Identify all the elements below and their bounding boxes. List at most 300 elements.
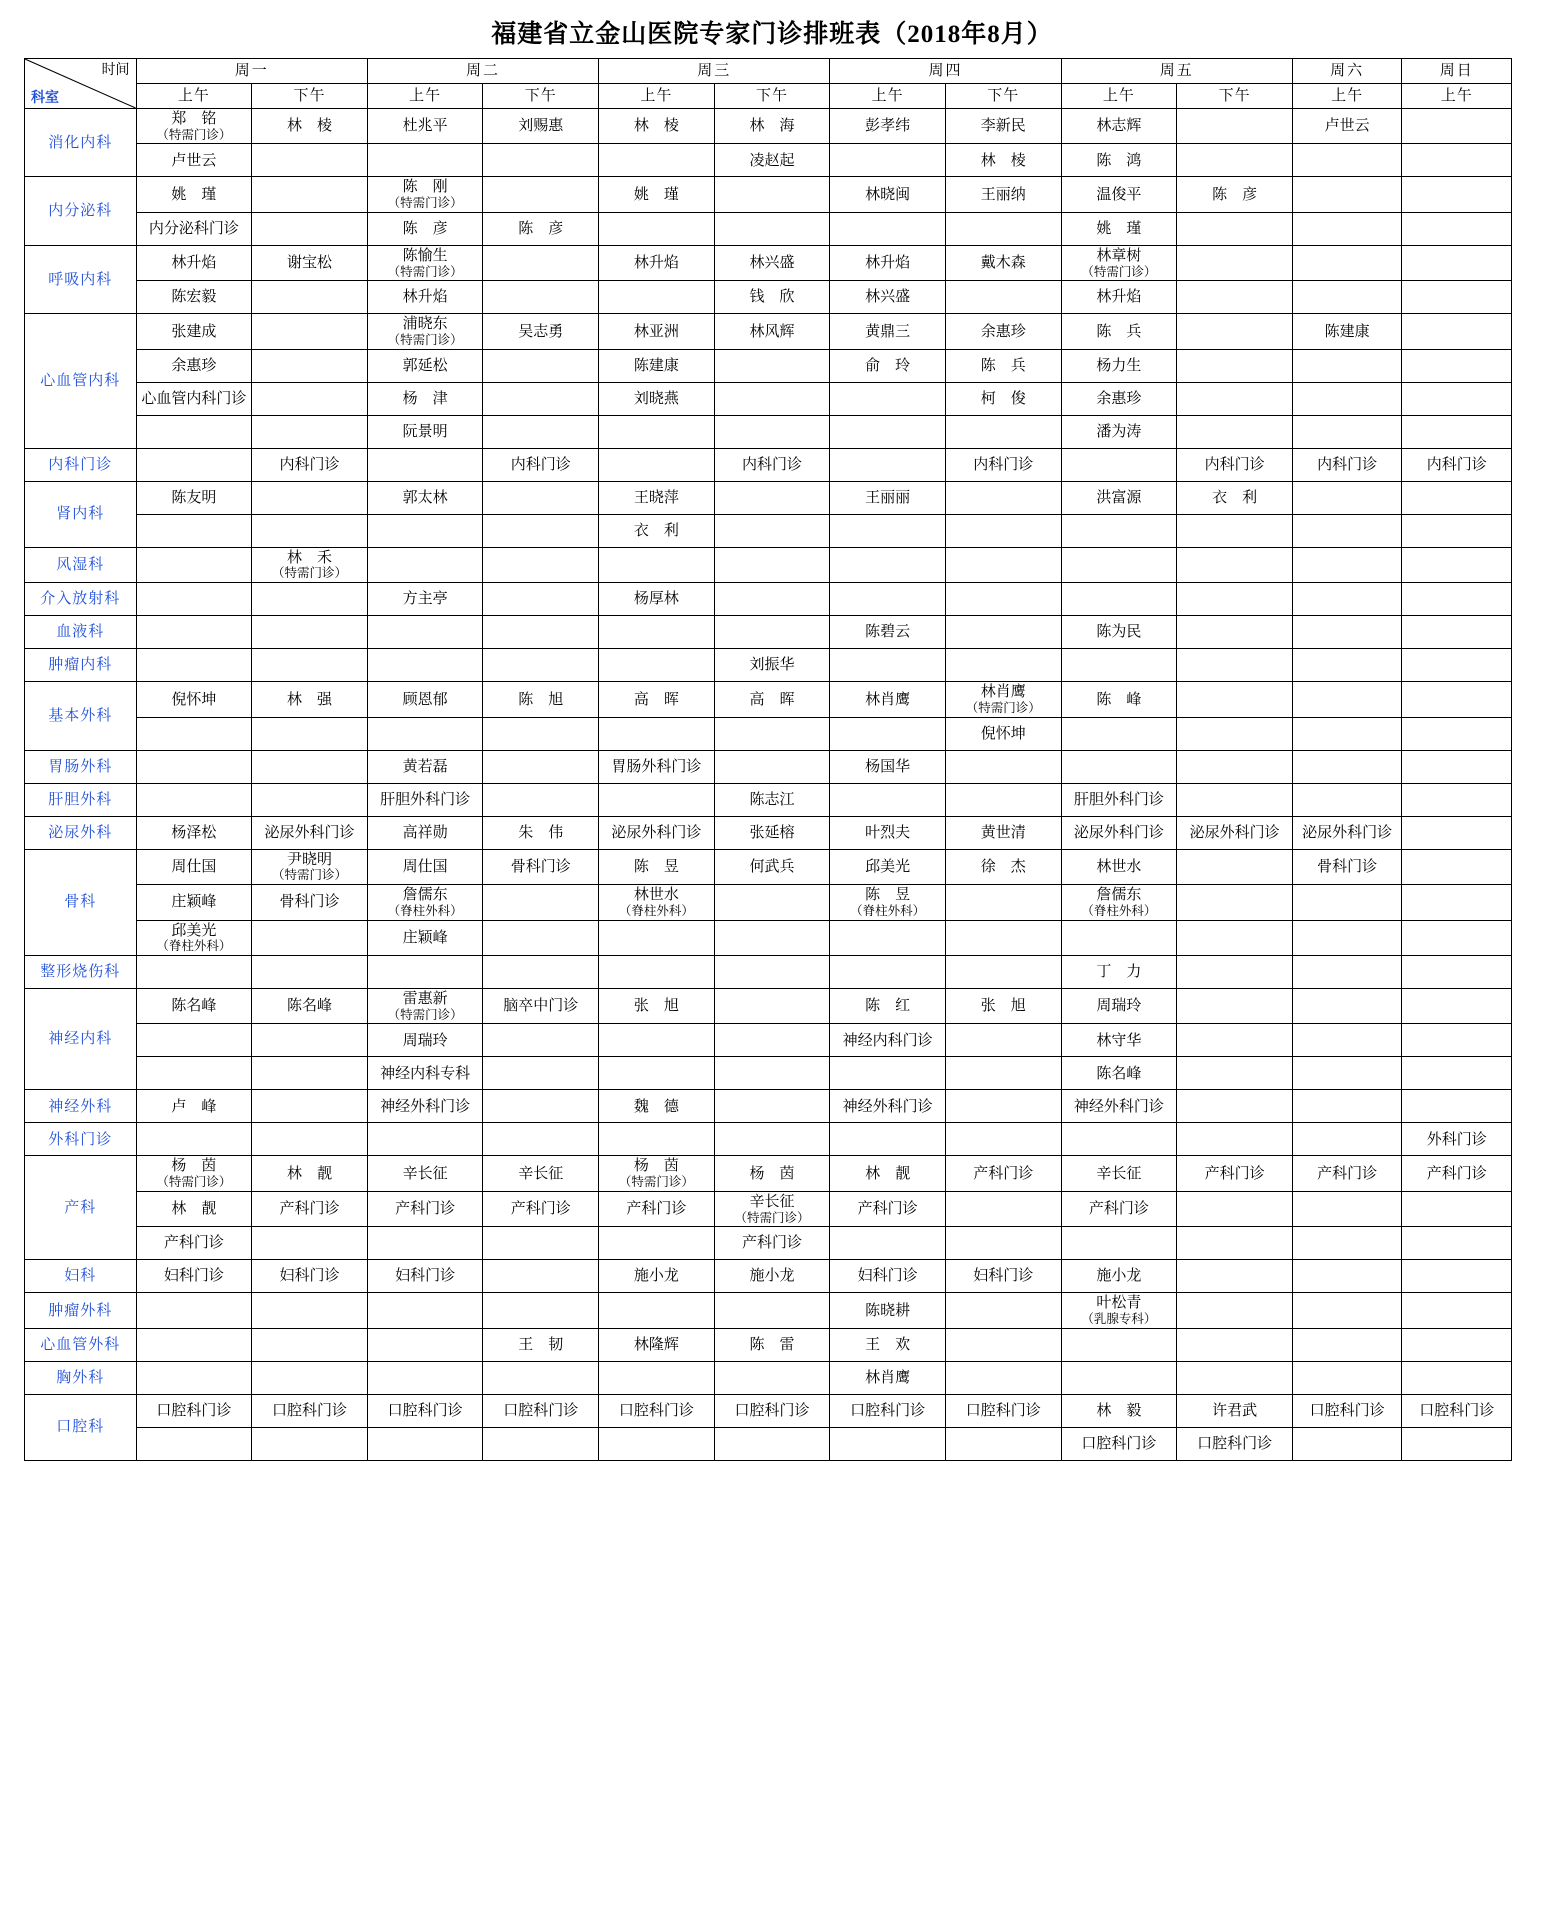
schedule-cell bbox=[1061, 1394, 1177, 1427]
schedule-cell bbox=[945, 281, 1061, 314]
clinic-note: （脊柱外科） bbox=[618, 903, 694, 918]
schedule-cell bbox=[483, 955, 599, 988]
schedule-cell bbox=[1292, 1024, 1402, 1057]
table-row bbox=[25, 177, 1512, 212]
doctor-name: 叶烈夫 bbox=[865, 823, 911, 841]
schedule-cell bbox=[136, 448, 252, 481]
schedule-cell bbox=[714, 177, 830, 212]
doctor-name: 潘为涛 bbox=[1096, 422, 1142, 440]
schedule-cell bbox=[136, 1427, 252, 1460]
doctor-name: 陈名峰 bbox=[171, 997, 217, 1015]
schedule-cell bbox=[714, 682, 830, 717]
schedule-cell bbox=[830, 1293, 946, 1328]
schedule-cell bbox=[945, 583, 1061, 616]
schedule-cell bbox=[367, 1260, 483, 1293]
doctor-name: 口腔科门诊 bbox=[965, 1401, 1041, 1419]
department-name: 基本外科 bbox=[25, 682, 137, 750]
department-name: 风湿科 bbox=[25, 547, 137, 582]
schedule-cell bbox=[483, 1024, 599, 1057]
schedule-cell bbox=[830, 849, 946, 884]
schedule-cell bbox=[367, 1191, 483, 1226]
schedule-cell bbox=[945, 245, 1061, 280]
table-row bbox=[25, 750, 1512, 783]
schedule-cell bbox=[599, 1057, 715, 1090]
doctor-name: 林隆辉 bbox=[633, 1335, 679, 1353]
schedule-cell bbox=[945, 1227, 1061, 1260]
schedule-cell bbox=[136, 649, 252, 682]
doctor-name: 王晓萍 bbox=[633, 488, 679, 506]
schedule-cell bbox=[1177, 245, 1293, 280]
table-row bbox=[25, 920, 1512, 955]
schedule-cell bbox=[830, 1191, 946, 1226]
schedule-cell bbox=[136, 1191, 252, 1226]
schedule-cell bbox=[714, 1123, 830, 1156]
schedule-cell bbox=[483, 583, 599, 616]
schedule-cell bbox=[136, 616, 252, 649]
schedule-cell bbox=[945, 314, 1061, 349]
schedule-cell bbox=[1177, 514, 1293, 547]
schedule-cell bbox=[1292, 920, 1402, 955]
schedule-cell bbox=[830, 144, 946, 177]
doctor-name: 林升焰 bbox=[633, 254, 679, 272]
schedule-cell bbox=[1402, 682, 1512, 717]
schedule-cell bbox=[1061, 1057, 1177, 1090]
schedule-cell bbox=[830, 314, 946, 349]
schedule-cell bbox=[1061, 649, 1177, 682]
schedule-cell bbox=[1177, 1328, 1293, 1361]
clinic-note: （特需门诊） bbox=[387, 196, 463, 211]
schedule-cell bbox=[1402, 1361, 1512, 1394]
doctor-name: 产科门诊 bbox=[395, 1200, 456, 1218]
schedule-cell bbox=[252, 920, 368, 955]
schedule-cell bbox=[945, 988, 1061, 1023]
schedule-cell bbox=[1061, 547, 1177, 582]
doctor-name: 李新民 bbox=[980, 117, 1026, 135]
schedule-cell bbox=[714, 415, 830, 448]
table-row bbox=[25, 1328, 1512, 1361]
schedule-cell bbox=[136, 382, 252, 415]
schedule-cell bbox=[714, 616, 830, 649]
schedule-cell bbox=[1402, 1260, 1512, 1293]
schedule-cell bbox=[945, 177, 1061, 212]
schedule-cell bbox=[252, 1328, 368, 1361]
schedule-cell bbox=[714, 245, 830, 280]
schedule-cell bbox=[1292, 212, 1402, 245]
schedule-cell bbox=[1292, 448, 1402, 481]
schedule-cell bbox=[483, 1260, 599, 1293]
schedule-cell bbox=[945, 885, 1061, 920]
department-name: 神经外科 bbox=[25, 1090, 137, 1123]
doctor-name: 高 晖 bbox=[633, 690, 679, 708]
schedule-cell bbox=[367, 816, 483, 849]
schedule-cell bbox=[830, 1057, 946, 1090]
schedule-cell bbox=[367, 1090, 483, 1123]
table-body bbox=[25, 109, 1512, 1461]
schedule-cell bbox=[1177, 448, 1293, 481]
doctor-name: 邱美光 bbox=[171, 921, 217, 939]
schedule-cell bbox=[136, 816, 252, 849]
doctor-name: 口腔科门诊 bbox=[1419, 1401, 1495, 1419]
schedule-cell bbox=[136, 920, 252, 955]
schedule-cell bbox=[945, 1293, 1061, 1328]
department-name: 内科门诊 bbox=[25, 448, 137, 481]
doctor-name: 内科门诊 bbox=[1317, 455, 1378, 473]
schedule-cell bbox=[483, 314, 599, 349]
doctor-name: 林 靓 bbox=[287, 1164, 333, 1182]
doctor-name: 陈志江 bbox=[749, 790, 795, 808]
doctor-name: 阮景明 bbox=[402, 422, 448, 440]
schedule-cell bbox=[1061, 1024, 1177, 1057]
schedule-cell bbox=[136, 955, 252, 988]
schedule-cell bbox=[1177, 281, 1293, 314]
doctor-name: 林志辉 bbox=[1096, 117, 1142, 135]
half-header-sat-am: 上午 bbox=[1292, 84, 1402, 109]
doctor-name: 凌赵起 bbox=[749, 151, 795, 169]
doctor-name: 神经内科门诊 bbox=[842, 1031, 933, 1049]
clinic-note: （特需门诊） bbox=[272, 868, 348, 883]
doctor-name: 杨力生 bbox=[1096, 356, 1142, 374]
doctor-name: 陈宏毅 bbox=[171, 288, 217, 306]
doctor-name: 庄颖峰 bbox=[402, 928, 448, 946]
schedule-cell bbox=[714, 849, 830, 884]
clinic-note: （特需门诊） bbox=[618, 1175, 694, 1190]
corner-dept-label: 科室 bbox=[31, 89, 59, 106]
schedule-cell bbox=[599, 1156, 715, 1191]
schedule-cell bbox=[483, 816, 599, 849]
table-row bbox=[25, 1361, 1512, 1394]
schedule-cell bbox=[1402, 1328, 1512, 1361]
schedule-cell bbox=[1061, 212, 1177, 245]
table-row bbox=[25, 481, 1512, 514]
schedule-cell bbox=[483, 1328, 599, 1361]
table-row bbox=[25, 144, 1512, 177]
schedule-cell bbox=[367, 1328, 483, 1361]
schedule-cell bbox=[599, 1227, 715, 1260]
schedule-cell bbox=[252, 783, 368, 816]
schedule-cell bbox=[599, 750, 715, 783]
schedule-cell bbox=[1061, 682, 1177, 717]
doctor-name: 妇科门诊 bbox=[279, 1267, 340, 1285]
doctor-name: 口腔科门诊 bbox=[1309, 1401, 1385, 1419]
schedule-cell bbox=[945, 382, 1061, 415]
schedule-cell bbox=[1061, 717, 1177, 750]
schedule-cell bbox=[1402, 1090, 1512, 1123]
schedule-cell bbox=[367, 1227, 483, 1260]
schedule-cell bbox=[483, 783, 599, 816]
schedule-cell bbox=[1061, 1293, 1177, 1328]
half-header-tue-am: 上午 bbox=[367, 84, 483, 109]
doctor-name: 陈 兵 bbox=[980, 356, 1026, 374]
table-row bbox=[25, 717, 1512, 750]
doctor-name: 陈愉生 bbox=[402, 246, 448, 264]
schedule-cell bbox=[1177, 955, 1293, 988]
table-row bbox=[25, 448, 1512, 481]
doctor-name: 朱 伟 bbox=[518, 823, 564, 841]
doctor-name: 产科门诊 bbox=[1317, 1164, 1378, 1182]
schedule-cell bbox=[136, 1394, 252, 1427]
header-row-days bbox=[25, 59, 1512, 84]
schedule-cell bbox=[714, 382, 830, 415]
table-row bbox=[25, 349, 1512, 382]
schedule-cell bbox=[1061, 1328, 1177, 1361]
schedule-cell bbox=[136, 1328, 252, 1361]
schedule-cell bbox=[1061, 1227, 1177, 1260]
department-name: 介入放射科 bbox=[25, 583, 137, 616]
schedule-cell bbox=[1402, 144, 1512, 177]
schedule-cell bbox=[483, 849, 599, 884]
schedule-cell bbox=[1292, 750, 1402, 783]
schedule-cell bbox=[945, 955, 1061, 988]
doctor-name: 林肖鹰 bbox=[865, 690, 911, 708]
schedule-cell bbox=[252, 382, 368, 415]
doctor-name: 邱美光 bbox=[865, 858, 911, 875]
department-name: 骨科 bbox=[25, 849, 137, 955]
schedule-cell bbox=[599, 988, 715, 1023]
schedule-cell bbox=[1402, 1227, 1512, 1260]
department-name: 心血管外科 bbox=[25, 1328, 137, 1361]
doctor-name: 陈建康 bbox=[1324, 322, 1370, 340]
table-row bbox=[25, 314, 1512, 349]
schedule-cell bbox=[1402, 849, 1512, 884]
department-name: 妇科 bbox=[25, 1260, 137, 1293]
schedule-cell bbox=[136, 144, 252, 177]
schedule-cell bbox=[252, 849, 368, 884]
schedule-cell bbox=[1177, 1123, 1293, 1156]
schedule-cell bbox=[1402, 1156, 1512, 1191]
schedule-cell bbox=[483, 481, 599, 514]
doctor-name: 周瑞玲 bbox=[1096, 997, 1142, 1015]
table-row bbox=[25, 1394, 1512, 1427]
schedule-cell bbox=[599, 816, 715, 849]
schedule-cell bbox=[830, 177, 946, 212]
schedule-cell bbox=[714, 1260, 830, 1293]
schedule-cell bbox=[483, 415, 599, 448]
table-row bbox=[25, 1156, 1512, 1191]
doctor-name: 刘赐惠 bbox=[518, 117, 564, 135]
schedule-cell bbox=[136, 1123, 252, 1156]
schedule-cell bbox=[1402, 583, 1512, 616]
schedule-cell bbox=[945, 1123, 1061, 1156]
doctor-name: 王丽丽 bbox=[865, 488, 911, 506]
schedule-cell bbox=[599, 1394, 715, 1427]
schedule-cell bbox=[252, 448, 368, 481]
schedule-cell bbox=[1177, 750, 1293, 783]
schedule-cell bbox=[1292, 349, 1402, 382]
table-row bbox=[25, 1191, 1512, 1226]
doctor-name: 泌尿外科门诊 bbox=[611, 823, 702, 841]
schedule-cell bbox=[1177, 1191, 1293, 1226]
doctor-name: 口腔科门诊 bbox=[272, 1401, 348, 1419]
schedule-cell bbox=[599, 1090, 715, 1123]
clinic-note: （特需门诊） bbox=[387, 264, 463, 279]
schedule-cell bbox=[945, 1328, 1061, 1361]
table-row bbox=[25, 583, 1512, 616]
schedule-cell bbox=[945, 1057, 1061, 1090]
schedule-cell bbox=[252, 144, 368, 177]
schedule-cell bbox=[367, 616, 483, 649]
schedule-cell bbox=[1402, 1191, 1512, 1226]
schedule-cell bbox=[1402, 1123, 1512, 1156]
doctor-name: 陈 彦 bbox=[1212, 185, 1258, 203]
clinic-note: （特需门诊） bbox=[965, 700, 1041, 715]
schedule-cell bbox=[599, 885, 715, 920]
schedule-cell bbox=[714, 1227, 830, 1260]
schedule-cell bbox=[599, 849, 715, 884]
schedule-cell bbox=[483, 885, 599, 920]
table-row bbox=[25, 955, 1512, 988]
schedule-cell bbox=[714, 1427, 830, 1460]
schedule-cell bbox=[252, 547, 368, 582]
department-name: 整形烧伤科 bbox=[25, 955, 137, 988]
doctor-name: 丁 力 bbox=[1096, 963, 1142, 981]
clinic-note: （特需门诊） bbox=[734, 1210, 810, 1225]
schedule-cell bbox=[1177, 314, 1293, 349]
schedule-cell bbox=[1061, 281, 1177, 314]
half-header-fri-am: 上午 bbox=[1061, 84, 1177, 109]
schedule-cell bbox=[1292, 547, 1402, 582]
doctor-name: 姚 瑾 bbox=[171, 185, 217, 203]
schedule-cell bbox=[1061, 920, 1177, 955]
table-row bbox=[25, 1024, 1512, 1057]
department-name: 泌尿外科 bbox=[25, 816, 137, 849]
clinic-note: （乳腺专科） bbox=[1081, 1311, 1157, 1326]
schedule-cell bbox=[252, 1361, 368, 1394]
schedule-cell bbox=[483, 1227, 599, 1260]
doctor-name: 林升焰 bbox=[402, 288, 448, 306]
schedule-cell bbox=[1292, 682, 1402, 717]
doctor-name: 杨 茵 bbox=[171, 1157, 217, 1175]
doctor-name: 产科门诊 bbox=[1088, 1200, 1149, 1218]
doctor-name: 卢世云 bbox=[171, 151, 217, 169]
schedule-cell bbox=[367, 448, 483, 481]
schedule-cell bbox=[714, 314, 830, 349]
schedule-cell bbox=[252, 212, 368, 245]
schedule-cell bbox=[1061, 314, 1177, 349]
schedule-cell bbox=[252, 1123, 368, 1156]
department-name: 血液科 bbox=[25, 616, 137, 649]
schedule-cell bbox=[1402, 1394, 1512, 1427]
doctor-name: 神经外科门诊 bbox=[1073, 1097, 1164, 1115]
schedule-cell bbox=[252, 1024, 368, 1057]
schedule-cell bbox=[252, 281, 368, 314]
schedule-cell bbox=[367, 481, 483, 514]
schedule-cell bbox=[483, 750, 599, 783]
doctor-name: 陈 旭 bbox=[518, 690, 564, 708]
schedule-cell bbox=[1061, 1191, 1177, 1226]
doctor-name: 骨科门诊 bbox=[1317, 858, 1378, 875]
schedule-cell bbox=[830, 750, 946, 783]
schedule-cell bbox=[1402, 547, 1512, 582]
doctor-name: 陈 鸿 bbox=[1096, 151, 1142, 169]
department-name: 产科 bbox=[25, 1156, 137, 1260]
schedule-cell bbox=[367, 1156, 483, 1191]
schedule-cell bbox=[367, 849, 483, 884]
schedule-cell bbox=[599, 1123, 715, 1156]
schedule-cell bbox=[136, 481, 252, 514]
schedule-cell bbox=[1402, 783, 1512, 816]
table-row bbox=[25, 514, 1512, 547]
header-row-halves bbox=[25, 84, 1512, 109]
day-header-thu: 周四 bbox=[830, 59, 1061, 84]
schedule-cell bbox=[367, 649, 483, 682]
schedule-cell bbox=[1292, 816, 1402, 849]
schedule-cell bbox=[830, 349, 946, 382]
schedule-cell bbox=[1177, 682, 1293, 717]
schedule-cell bbox=[714, 1361, 830, 1394]
schedule-cell bbox=[830, 717, 946, 750]
schedule-cell bbox=[945, 649, 1061, 682]
doctor-name: 内科门诊 bbox=[973, 455, 1034, 473]
department-name: 胃肠外科 bbox=[25, 750, 137, 783]
doctor-name: 林肖鹰 bbox=[980, 683, 1026, 701]
doctor-name: 陈碧云 bbox=[865, 623, 911, 641]
doctor-name: 林 靓 bbox=[865, 1164, 911, 1182]
schedule-cell bbox=[714, 1156, 830, 1191]
schedule-cell bbox=[367, 682, 483, 717]
department-name: 消化内科 bbox=[25, 109, 137, 177]
schedule-cell bbox=[599, 1361, 715, 1394]
schedule-cell bbox=[1292, 1427, 1402, 1460]
doctor-name: 吴志勇 bbox=[518, 322, 564, 340]
schedule-cell bbox=[367, 177, 483, 212]
schedule-cell bbox=[1292, 281, 1402, 314]
doctor-name: 产科门诊 bbox=[742, 1234, 803, 1252]
schedule-cell bbox=[136, 1260, 252, 1293]
schedule-cell bbox=[945, 682, 1061, 717]
doctor-name: 陈名峰 bbox=[287, 997, 333, 1015]
schedule-cell bbox=[252, 1057, 368, 1090]
doctor-name: 钱 欣 bbox=[749, 288, 795, 306]
doctor-name: 林 棱 bbox=[633, 117, 679, 135]
schedule-cell bbox=[1177, 885, 1293, 920]
clinic-note: （特需门诊） bbox=[156, 127, 232, 142]
doctor-name: 辛长征 bbox=[402, 1164, 448, 1182]
schedule-cell bbox=[714, 1191, 830, 1226]
doctor-name: 泌尿外科门诊 bbox=[1189, 823, 1280, 841]
schedule-cell bbox=[1402, 245, 1512, 280]
schedule-cell bbox=[714, 448, 830, 481]
schedule-cell bbox=[1061, 481, 1177, 514]
schedule-cell bbox=[1061, 955, 1177, 988]
schedule-cell bbox=[599, 1427, 715, 1460]
schedule-cell bbox=[714, 885, 830, 920]
department-name: 肝胆外科 bbox=[25, 783, 137, 816]
schedule-cell bbox=[714, 109, 830, 144]
schedule-cell bbox=[1061, 1427, 1177, 1460]
schedule-cell bbox=[1177, 1394, 1293, 1427]
schedule-cell bbox=[830, 245, 946, 280]
schedule-cell bbox=[1402, 1024, 1512, 1057]
clinic-note: （脊柱外科） bbox=[156, 939, 232, 954]
schedule-cell bbox=[136, 109, 252, 144]
schedule-cell bbox=[830, 1156, 946, 1191]
schedule-cell bbox=[830, 514, 946, 547]
schedule-cell bbox=[136, 212, 252, 245]
doctor-name: 陈晓耕 bbox=[865, 1301, 911, 1319]
schedule-cell bbox=[945, 514, 1061, 547]
schedule-cell bbox=[136, 682, 252, 717]
schedule-cell bbox=[714, 816, 830, 849]
schedule-cell bbox=[830, 481, 946, 514]
schedule-cell bbox=[599, 1191, 715, 1226]
day-header-tue: 周二 bbox=[367, 59, 598, 84]
schedule-cell bbox=[367, 885, 483, 920]
schedule-cell bbox=[483, 1057, 599, 1090]
schedule-cell bbox=[945, 349, 1061, 382]
doctor-name: 郑 铭 bbox=[171, 110, 217, 127]
schedule-cell bbox=[1061, 1090, 1177, 1123]
schedule-cell bbox=[483, 245, 599, 280]
